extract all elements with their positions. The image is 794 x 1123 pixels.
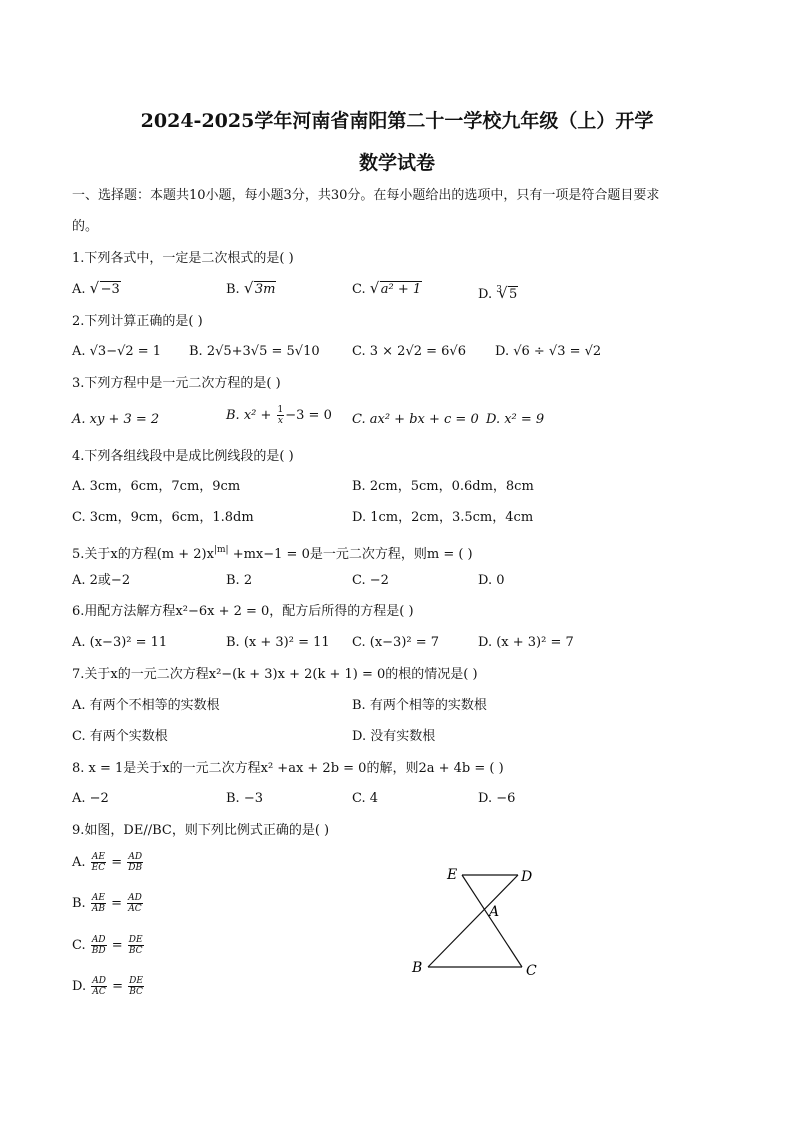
q2-option-b: B. 2√5+3√5 = 5√10 [189,344,320,359]
q3-option-b [226,405,332,426]
q1-option-a-label: A. [72,282,90,297]
q3-option-a: A. xy + 3 = 2 [72,412,160,427]
q8-option-a: A. −2 [72,791,109,806]
q7-option-b: B. 有两个相等的实数根 [352,698,487,713]
label-E: E [447,867,458,883]
q3-option-b-numerator: 1 [277,405,284,415]
q2-option-d: D. √6 ÷ √3 = √2 [495,344,602,359]
q9-option-a-label: A. [72,855,90,870]
q9-b-num2: AD [128,893,142,903]
label-D: D [521,869,533,885]
q6-option-c: C. (x−3)² = 7 [352,635,440,650]
question-2-stem: 2.下列计算正确的是( ) [72,314,203,329]
q4-option-b: B. 2cm，5cm，0.6dm，8cm [352,479,534,494]
q5-option-b: B. 2 [226,573,253,588]
q9-d-den2: BC [129,987,143,997]
q6-option-b: B. (x + 3)² = 11 [226,635,330,650]
q5-stem-exponent: |m| [213,545,229,555]
q1-option-a-radicand: −3 [100,282,120,297]
q8-option-b: B. −3 [226,791,263,806]
q5-stem-suffix: +mx−1 = 0是一元二次方程，则m = ( ) [228,547,473,562]
q7-option-d: D. 没有实数根 [352,729,436,744]
q1-option-d [478,281,518,304]
q9-c-num2: DE [128,935,143,945]
q8-option-c: C. 4 [352,791,379,806]
q9-option-b: B. $\frac{AE}{AB}$ = $\frac{AD}{AC}$ [72,893,142,914]
q9-option-a: A. $\frac{AE}{EC}$ = $\frac{AD}{DB}$ [72,852,143,873]
section-header: 一、选择题：本题共10小题，每小题3分，共30分。在每小题给出的选项中，只有一项是符合题目要求 [72,188,660,203]
q9-option-d-label: D. [72,979,91,994]
q9-option-d: D. $\frac{AD}{AC}$ = $\frac{DE}{BC}$ [72,976,143,997]
q9-option-c-label: C. [72,938,90,953]
q1-option-c [352,281,422,299]
question-7-stem: 7.关于x的一元二次方程x²−(k + 3)x + 2(k + 1) = 0的根的情况是( ) [72,667,478,682]
q9-a-num1: AE [91,852,105,862]
q9-b-den2: AC [128,904,142,914]
question-4-stem: 4.下列各组线段中是成比例线段的是( ) [72,449,294,464]
q9-b-num1: AE [91,893,105,903]
q1-option-d-index: 3 [496,285,502,295]
q2-option-c: C. 3 × 2√2 = 6√6 [352,344,466,359]
q1-option-b-radicand: 3m [254,282,276,297]
label-A: A [489,904,500,920]
segment-DB [428,875,518,967]
question-6-stem: 6.用配方法解方程x²−6x + 2 = 0，配方后所得的方程是( ) [72,604,414,619]
q1-option-a [72,281,121,299]
q7-option-a: A. 有两个不相等的实数根 [72,698,220,713]
q5-option-a: A. 2或−2 [72,573,131,588]
q9-c-den2: BC [128,946,143,956]
q9-c-den1: BD [91,946,106,956]
q3-option-b-denominator: x [277,416,283,426]
q9-a-num2: AD [128,852,143,862]
q9-b-den1: AB [91,904,105,914]
exam-subtitle: 数学试卷 [358,152,435,174]
q3-option-b-suffix: −3 = 0 [285,408,332,423]
q4-option-d: D. 1cm，2cm，3.5cm，4cm [352,510,534,525]
exam-title: 2024-2025学年河南省南阳第二十一学校九年级（上）开学 [140,110,654,132]
q7-option-c: C. 有两个实数根 [72,729,168,744]
q9-a-den2: DB [128,863,143,873]
q8-option-d: D. −6 [478,791,516,806]
q1-option-d-radicand: 5 [508,287,518,302]
question-5-stem [72,541,473,564]
q1-option-d-label: D. [478,287,497,302]
q5-stem-prefix: 5.关于x的方程(m + 2)x [72,547,214,562]
q1-option-c-label: C. [352,282,370,297]
q5-option-d: D. 0 [478,573,505,588]
q9-d-num1: AD [92,976,106,986]
q5-option-c: C. −2 [352,573,389,588]
q9-option-c: C. $\frac{AD}{BD}$ = $\frac{DE}{BC}$ [72,935,143,956]
q1-option-b-label: B. [226,282,244,297]
label-B: B [412,960,423,976]
question-9-stem: 9.如图，DE//BC，则下列比例式正确的是( ) [72,823,330,838]
q3-option-b-fraction [277,405,285,426]
question-1-stem: 1.下列各式中，一定是二次根式的是( ) [72,251,294,266]
question-8-stem: 8. x = 1是关于x的一元二次方程x² +ax + 2b = 0的解，则2a + 4b = ( ) [72,761,504,776]
question-3-stem: 3.下列方程中是一元二次方程的是( ) [72,376,281,391]
q3-option-b-prefix: B. x² + [226,408,276,423]
q6-option-a: A. (x−3)² = 11 [72,635,168,650]
q1-option-b [226,281,276,299]
q9-figure [400,860,550,985]
q9-c-num1: AD [91,935,106,945]
section-header-cont: 的。 [72,219,99,234]
q9-d-den1: AC [92,987,106,997]
q9-option-b-label: B. [72,896,90,911]
q3-option-d: D. x² = 9 [486,412,545,427]
q1-option-c-radicand: a² + 1 [380,282,422,297]
q9-d-num2: DE [129,976,143,986]
label-C: C [526,963,537,979]
q4-option-a: A. 3cm，6cm，7cm，9cm [72,479,241,494]
q3-option-c: C. ax² + bx + c = 0 [352,412,479,427]
q2-option-a: A. √3−√2 = 1 [72,344,162,359]
q4-option-c: C. 3cm，9cm，6cm，1.8dm [72,510,254,525]
q6-option-d: D. (x + 3)² = 7 [478,635,574,650]
q9-a-den1: EC [91,863,106,873]
segment-EC [462,875,522,967]
